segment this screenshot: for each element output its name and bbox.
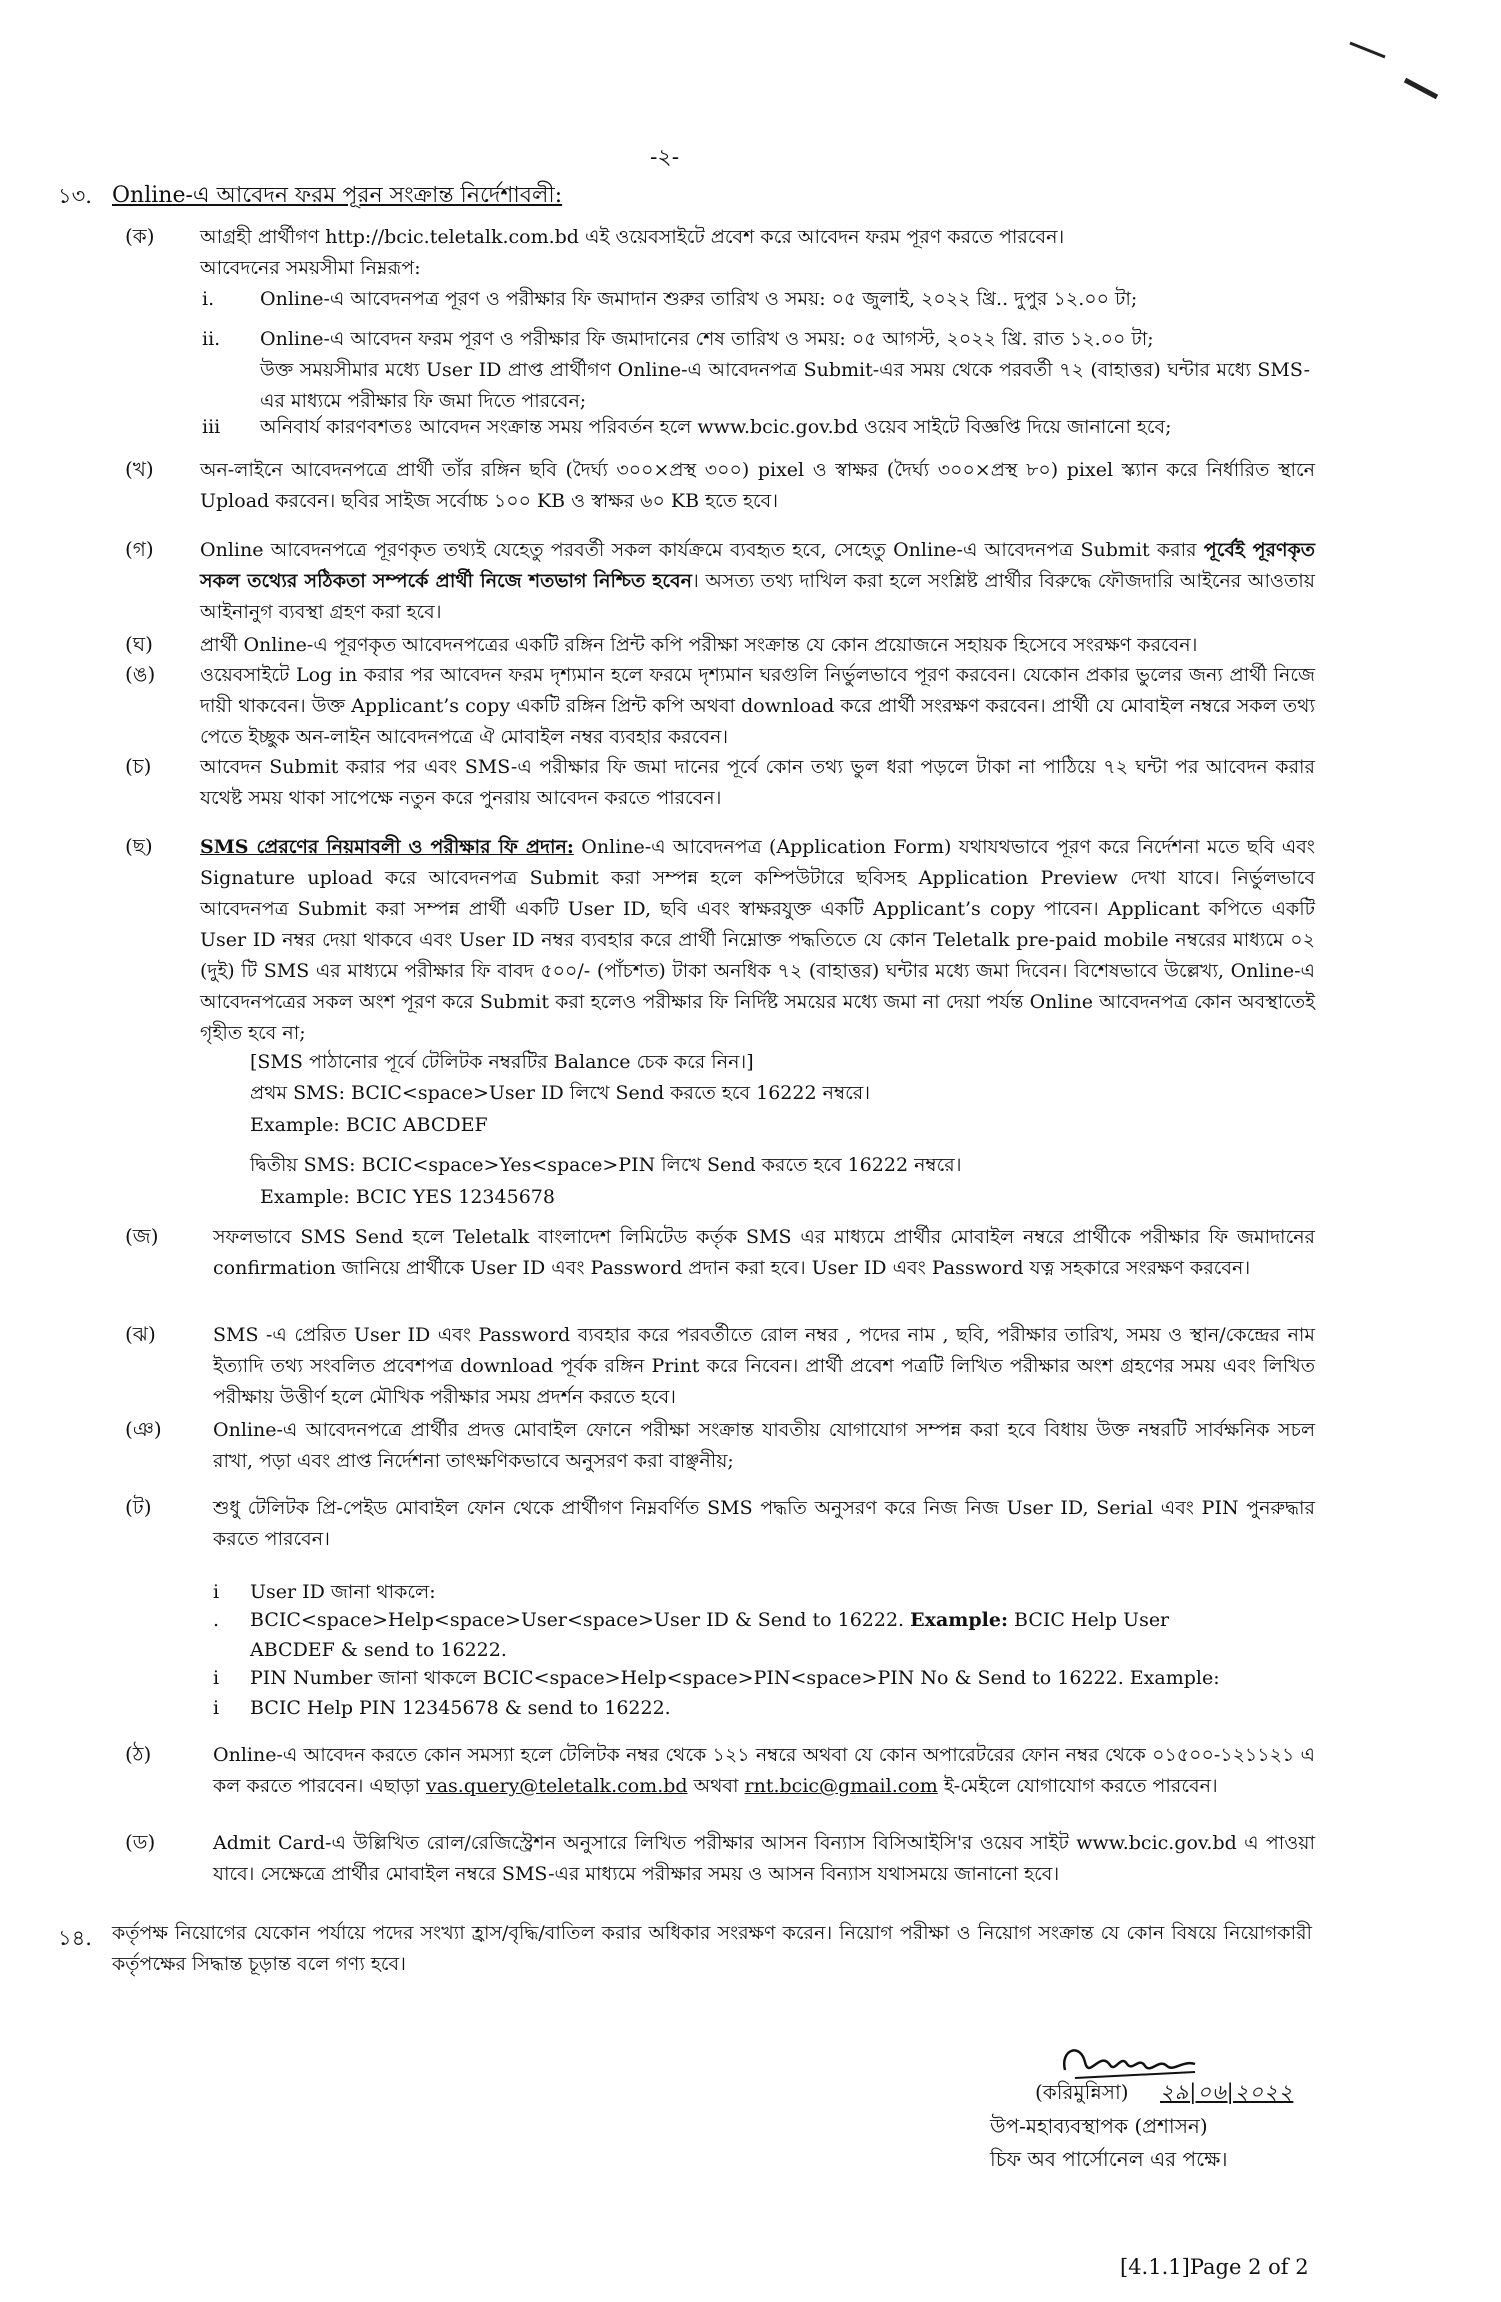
item-gha	[125, 630, 1315, 664]
tha-text2: অথবা	[687, 1775, 745, 1797]
da-text: Admit Card-এ উল্লিখিত রোল/রেজিস্ট্রেশন অনুসারে লিখিত পরীক্ষার আসন বিন্যাস বিসিআইসি'র ওয়েব সাইট www.bcic.gov.bd এ পাওয়া যাবে। সেক্ষেত্রে প্রার্থীর মোবাইল নম্বরে SMS-এর মাধ্যমে পরীক্ষার সময় ও আসন বিন্যাস যথাসময়ে জানানো হবে।	[213, 1832, 1315, 1885]
item-label: (ক)	[125, 224, 155, 248]
chha-heading: SMS প্রেরণের নিয়মাবলী ও পরীক্ষার ফি প্রদান:	[200, 836, 574, 858]
item-tha	[125, 1740, 1315, 1835]
item-label: (জ)	[125, 1224, 159, 1248]
chha-example1: Example: BCIC ABCDEF	[250, 1114, 488, 1136]
item-label: (গ)	[125, 537, 154, 561]
ka-iii-text: অনিবার্য কারণবশতঃ আবেদন সংক্রান্ত সময় পরিবর্তন হলে www.bcic.gov.bd ওয়েব সাইটে বিজ্ঞপ্তি দিয়ে জানানো হবে;	[260, 416, 1172, 438]
ta-bullet: i	[213, 1581, 220, 1603]
signatory-title: উপ-মহাব্যবস্থাপক (প্রশাসন)	[990, 2114, 1208, 2138]
ta-line2	[250, 1605, 1315, 1636]
section-13-title: Online-এ আবেদন ফরম পূরন সংক্রান্ত নির্দেশাবলী:	[112, 183, 563, 208]
tha-email-link-2[interactable]: rnt.bcic@gmail.com	[744, 1775, 938, 1797]
chha-sms1: প্রথম SMS: BCIC<space>User ID লিখে Send করতে হবে 16222 নম্বরে।	[250, 1082, 871, 1104]
ka-line2: আবেদনের সময়সীমা নিম্নরূপ:	[200, 257, 421, 279]
tha-text1: Online-এ আবেদন করতে কোন সমস্যা হলে টেলিটক নম্বর থেকে ১২১ নম্বরে অথবা যে কোন অপারেটরের ফোন নম্বর থেকে ০১৫০০-১২১১২১ এ কল করতে পারবেন। এছাড়া	[213, 1744, 1315, 1797]
cha-text: আবেদন Submit করার পর এবং SMS-এ পরীক্ষার ফি জমা দানের পূর্বে কোন তথ্য ভুল ধরা পড়লে টাকা না পাঠিয়ে ৭২ ঘন্টা পর আবেদন করার যথেষ্ট সময় থাকা সাপেক্ষে নতুন করে পুনরায় আবেদন করতে পারবেন।	[200, 756, 1315, 809]
section-14-text: কর্তৃপক্ষ নিয়োগের যেকোন পর্যায়ে পদের সংখ্যা হ্রাস/বৃদ্ধি/বাতিল করার অধিকার সংরক্ষণ করেন। নিয়োগ পরীক্ষা ও নিয়োগ সংক্রান্ত যে কোন বিষয়ে নিয়োগকারী কর্তৃপক্ষের সিদ্ধান্ত চূড়ান্ত বলে গণ্য হবে।	[112, 1922, 1312, 1975]
tha-email-link[interactable]: vas.query@teletalk.com.bd	[426, 1775, 688, 1797]
kha-text: অন-লাইনে আবেদনপত্রে প্রার্থী তাঁর রঙ্গিন ছবি (দৈর্ঘ্য ৩০০×প্রস্থ ৩০০) pixel ও স্বাক্ষর (দৈর্ঘ্য ৩০০×প্রস্থ ৮০) pixel স্ক্যান করে নির্ধারিত স্থানে Upload করবেন। ছবির সাইজ সর্বোচ্চ ১০০ KB ও স্বাক্ষর ৬০ KB হতে হবে।	[200, 459, 1315, 512]
item-label: (ঘ)	[125, 632, 153, 656]
ta-text: শুধু টেলিটক প্রি-পেইড মোবাইল ফোন থেকে প্রার্থীগণ নিম্নবর্ণিত SMS পদ্ধতি অনুসরণ করে নিজ নিজ User ID, Serial এবং PIN পুনরুদ্ধার করতে পারবেন।	[213, 1497, 1315, 1550]
nya-text: Online-এ আবেদনপত্রে প্রার্থীর প্রদত্ত মোবাইল ফোনে পরীক্ষা সংক্রান্ত যাবতীয় যোগাযোগ সম্পন্ন করা হবে বিধায় উক্ত নম্বরটি সার্বক্ষনিক সচল রাখা, পড়া এবং প্রাপ্ত নির্দেশনা তাৎক্ষণিকভাবে অনুসরণ করা বাঞ্ছনীয়;	[213, 1419, 1315, 1472]
item-jha	[125, 1320, 1315, 1415]
ka-iii-number: iii	[202, 416, 221, 438]
section-14-number: ১৪.	[58, 1926, 92, 1950]
ga-text-c: । অসত্য তথ্য দাখিল করা হলে সংশ্লিষ্ট প্রার্থীর বিরুদ্ধে ফৌজদারি আইনের আওতায় আইনানুগ ব্যবস্থা গ্রহণ করা হবে।	[200, 570, 1315, 623]
item-chha	[125, 832, 1315, 1212]
ta-line3: ABCDEF & send to 16222.	[250, 1639, 507, 1661]
ga-text-bold: পূর্বেই পূরণকৃত সকল তথ্যের সঠিকতা সম্পর্কে প্রার্থী নিজে শতভাগ নিশ্চিত হবেন	[200, 539, 1315, 592]
ta-bullet: i	[213, 1667, 220, 1689]
item-label: (ড)	[125, 1830, 156, 1854]
signature-date: ২৯|০৬|২০২২	[1160, 2080, 1294, 2104]
page-footer: [4.1.1]Page 2 of 2	[1120, 2255, 1309, 2279]
ta-bullet: i	[213, 1697, 220, 1719]
ta-bullet: .	[213, 1609, 220, 1631]
ta-line2-a: BCIC<space>Help<space>User<space>User ID & Send to 16222.	[250, 1609, 911, 1631]
item-umo	[125, 660, 1315, 755]
item-label: (ট)	[125, 1495, 152, 1519]
item-cha	[125, 752, 1315, 817]
item-ga	[125, 535, 1315, 630]
chha-text: Online-এ আবেদনপত্র (Application Form) যথাযথভাবে পূরণ করে নির্দেশনা মতে ছবি এবং Signature upload করে আবেদনপত্র Submit করা সম্পন্ন হলে কম্পিউটারে ছবিসহ Application Preview দেখা যাবে। নির্ভুলভাবে আবেদনপত্র Submit করা সম্পন্ন প্রার্থী একটি User ID, ছবি এবং স্বাক্ষরযুক্ত একটি Applicant’s copy পাবেন। Applicant কপিতে একটি User ID নম্বর দেয়া থাকবে এবং User ID নম্বর ব্যবহার করে প্রার্থী নিম্নোক্ত পদ্ধতিতে যে কোন Teletalk pre-paid mobile নম্বরের মাধ্যমে ০২ (দুই) টি SMS এর মাধ্যমে পরীক্ষার ফি বাবদ ৫০০/- (পাঁচশত) টাকা অনধিক ৭২ (বাহাত্তর) ঘন্টার মধ্যে জমা দিবেন। বিশেষভাবে উল্লেখ্য, Online-এ আবেদনপত্রের সকল অংশ পূরণ করে Submit করা হলেও পরীক্ষার ফি নির্দিষ্ট সময়ের মধ্যে জমা না দেয়া পর্যন্ত Online আবেদনপত্র কোন অবস্থাতেই গৃহীত হবে না;	[200, 836, 1315, 1044]
item-ta	[125, 1493, 1315, 1723]
ta-line2-c: BCIC Help User	[1007, 1609, 1170, 1631]
item-label: (ঞ)	[125, 1417, 162, 1441]
signatory-on-behalf: চিফ অব পার্সোনেল এর পক্ষে।	[990, 2147, 1228, 2171]
ta-line4: PIN Number জানা থাকলে BCIC<space>Help<space>PIN<space>PIN No & Send to 16222. Example:	[250, 1667, 1220, 1689]
ka-i-text: Online-এ আবেদনপত্র পূরণ ও পরীক্ষার ফি জমাদান শুরুর তারিখ ও সময়: ০৫ জুলাই, ২০২২ খ্রি.. দুপুর ১২.০০ টা;	[260, 288, 1138, 310]
umo-text: ওয়েবসাইটে Log in করার পর আবেদন ফরম দৃশ্যমান হলে ফরমে দৃশ্যমান ঘরগুলি নির্ভুলভাবে পূরণ করবেন। যেকোন প্রকার ভুলের জন্য প্রার্থী নিজে দায়ী থাকবেন। উক্ত Applicant’s copy একটি রঙ্গিন প্রিন্ট কপি অথবা download করে প্রার্থী সংরক্ষণ করবেন। প্রার্থী যে মোবাইল নম্বরে সকল তথ্য পেতে ইচ্ছুক অন-লাইন আবেদনপত্রে ঐ মোবাইল নম্বর ব্যবহার করবেন।	[200, 664, 1315, 748]
item-label: (ঙ)	[125, 662, 156, 686]
tha-text3: ই-মেইলে যোগাযোগ করতে পারবেন।	[937, 1775, 1218, 1797]
item-nya	[125, 1415, 1315, 1480]
ta-line5: BCIC Help PIN 12345678 & send to 16222.	[250, 1697, 671, 1719]
pen-mark-icon	[1345, 35, 1440, 105]
item-label: (ঠ)	[125, 1742, 152, 1766]
chha-example2: Example: BCIC YES 12345678	[260, 1186, 555, 1208]
ta-line1: User ID জানা থাকলে:	[250, 1581, 436, 1603]
chha-balance-note: [SMS পাঠানোর পূর্বে টেলিটক নম্বরটির Balance চেক করে নিন।]	[250, 1051, 754, 1073]
jha-text: SMS -এ প্রেরিত User ID এবং Password ব্যবহার করে পরবর্তীতে রোল নম্বর , পদের নাম , ছবি, পরীক্ষার তারিখ, সময় ও স্থান/কেন্দ্রের নাম ইত্যাদি তথ্য সংবলিত প্রবেশপত্র download পূর্বক রঙ্গিন Print করে নিবেন। প্রার্থী প্রবেশ পত্রটি লিখিত পরীক্ষার অংশ গ্রহণের সময় এবং লিখিত পরীক্ষায় উত্তীর্ণ হলে মৌখিক পরীক্ষার সময় প্রদর্শন করতে হবে।	[213, 1324, 1315, 1408]
item-ja	[125, 1222, 1315, 1322]
signatory-name: (করিমুন্নিসা)	[1035, 2080, 1129, 2104]
ka-ii-text2: উক্ত সময়সীমার মধ্যে User ID প্রাপ্ত প্রার্থীগণ Online-এ আবেদনপত্র Submit-এর সময় থেকে পরবর্তী ৭২ (বাহাত্তর) ঘন্টার মধ্যে SMS-এর মাধ্যমে পরীক্ষার ফি জমা দিতে পারবেন;	[260, 359, 1310, 412]
ga-text-a: Online আবেদনপত্রে পূরণকৃত তথ্যই যেহেতু পরবর্তী সকল কার্যক্রমে ব্যবহৃত হবে, সেহেতু Online-এ আবেদনপত্র Submit করার	[200, 539, 1204, 561]
page-number: -২-	[650, 145, 680, 170]
ka-i-number: i.	[202, 288, 215, 310]
item-kha	[125, 455, 1315, 525]
ka-ii-text: Online-এ আবেদন ফরম পূরণ ও পরীক্ষার ফি জমাদানের শেষ তারিখ ও সময়: ০৫ আগস্ট, ২০২২ খ্রি. রাত ১২.০০ টা;	[260, 328, 1154, 350]
chha-sms2: দ্বিতীয় SMS: BCIC<space>Yes<space>PIN লিখে Send করতে হবে 16222 নম্বরে।	[250, 1154, 962, 1176]
item-label: (ঝ)	[125, 1322, 156, 1346]
section-13-number: ১৩.	[58, 184, 92, 208]
ka-ii-number: ii.	[202, 328, 221, 350]
item-da	[125, 1828, 1315, 1893]
ja-text: সফলভাবে SMS Send হলে Teletalk বাংলাদেশ লিমিটেড কর্তৃক SMS এর মাধ্যমে প্রার্থীর মোবাইল নম্বরে প্রার্থীকে পরীক্ষার ফি জমাদানের confirmation জানিয়ে প্রার্থীকে User ID এবং Password প্রদান করা হবে। User ID এবং Password যত্ন সহকারে সংরক্ষণ করবেন।	[213, 1226, 1315, 1279]
item-label: (চ)	[125, 754, 152, 778]
item-label: (ছ)	[125, 834, 153, 858]
item-ka	[125, 222, 1315, 442]
gha-text: প্রার্থী Online-এ পূরণকৃত আবেদনপত্রের একটি রঙ্গিন প্রিন্ট কপি পরীক্ষা সংক্রান্ত যে কোন প্রয়োজনে সহায়ক হিসেবে সংরক্ষণ করবেন।	[200, 634, 1198, 656]
item-label: (খ)	[125, 457, 154, 481]
ta-line2-example: Example:	[910, 1609, 1008, 1631]
ka-line1: আগ্রহী প্রার্থীগণ http://bcic.teletalk.com.bd এই ওয়েবসাইটে প্রবেশ করে আবেদন ফরম পূরণ করতে পারবেন।	[200, 226, 1065, 248]
